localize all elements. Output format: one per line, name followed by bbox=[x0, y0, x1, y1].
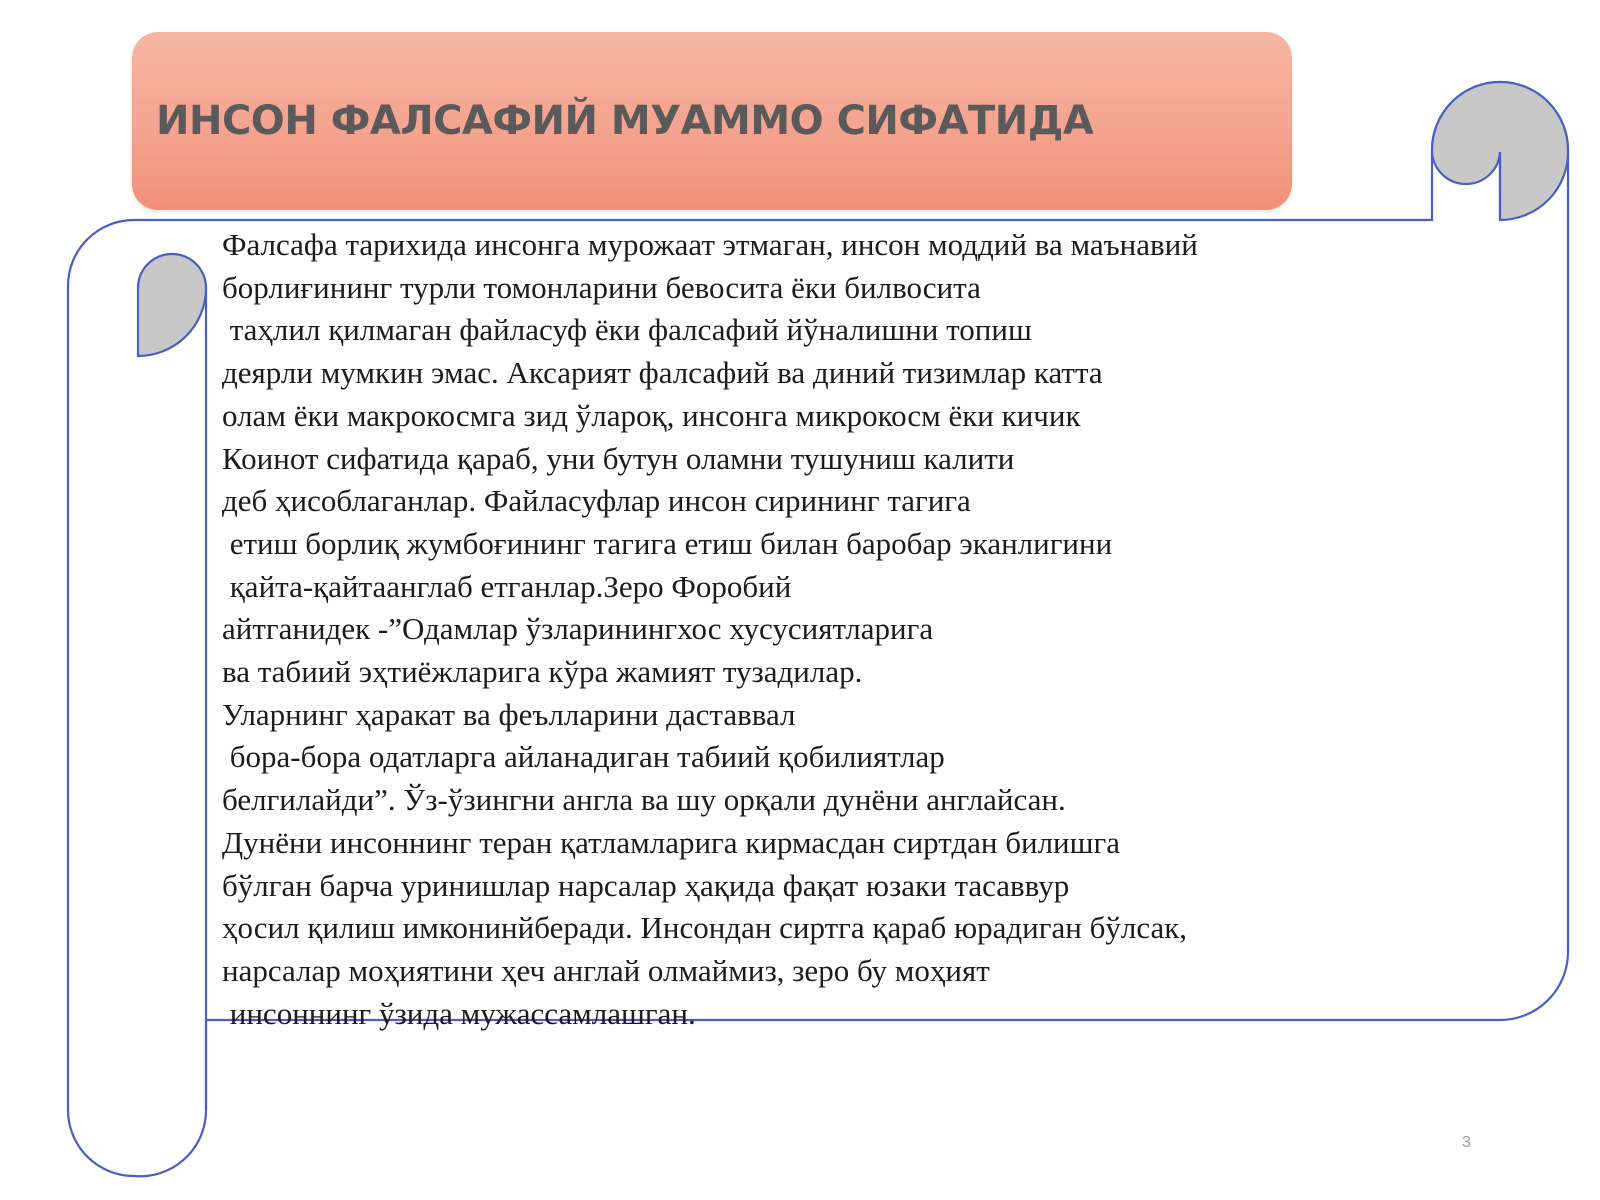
body-line: бўлган барча уринишлар нарсалар ҳақида фақат юзаки тасаввур bbox=[222, 867, 1070, 903]
body-line: деб ҳисоблаганлар. Файласуфлар инсон сирининг тагига bbox=[222, 483, 971, 519]
body-line: ва табиий эҳтиёжларига кўра жамият тузадилар. bbox=[222, 654, 863, 690]
body-line: қайта-қайтаанглаб етганлар.Зеро Форобий bbox=[222, 568, 792, 604]
body-line: олам ёки макрокосмга зид ўлароқ, инсонга микрокосм ёки кичик bbox=[222, 397, 1081, 433]
body-line: етиш борлиқ жумбоғининг тагига етиш билан баробар эканлигини bbox=[222, 525, 1113, 561]
body-line: Фалсафа тарихида инсонга мурожаат этмаган, инсон моддий ва маънавий bbox=[222, 227, 1198, 262]
body-line: нарсалар моҳиятини ҳеч англай олмаймиз, зеро бу моҳият bbox=[222, 952, 990, 988]
page-number: 3 bbox=[1462, 1134, 1471, 1151]
body-line: Уларнинг ҳаракат ва феълларини даставвал bbox=[222, 696, 796, 732]
body-line: Дунёни инсоннинг теран қатламларига кирмасдан сиртдан билишга bbox=[222, 824, 1120, 860]
scroll-curl-left-fill bbox=[138, 254, 206, 356]
body-line: белгилайди”. Ўз-ўзингни англа ва шу орқали дунёни англайсан. bbox=[222, 782, 1066, 818]
slide-title: ИНСОН ФАЛСАФИЙ МУАММО СИФАТИДА bbox=[156, 98, 1094, 144]
body-line: деярли мумкин эмас. Аксарият фалсафий ва диний тизимлар катта bbox=[222, 355, 1103, 391]
body-line: бора-бора одатларга айланадиган табиий қобилиятлар bbox=[222, 739, 945, 775]
slide-body bbox=[222, 224, 1198, 1035]
body-line: инсоннинг ўзида мужассамлашган. bbox=[222, 995, 696, 1031]
body-line: Коинот сифатида қараб, уни бутун оламни тушуниш калити bbox=[222, 440, 1015, 476]
body-line: таҳлил қилмаган файласуф ёки фалсафий йўналишни топиш bbox=[222, 312, 1032, 348]
body-line: айтганидек -”Одамлар ўзларинингхос хусусиятларига bbox=[222, 611, 934, 647]
body-line: борлиғининг турли томонларини бевосита ёки билвосита bbox=[222, 269, 981, 305]
body-line: ҳосил қилиш имконинйберади. Инсондан сиртга қараб юрадиган бўлсак, bbox=[222, 910, 1188, 946]
